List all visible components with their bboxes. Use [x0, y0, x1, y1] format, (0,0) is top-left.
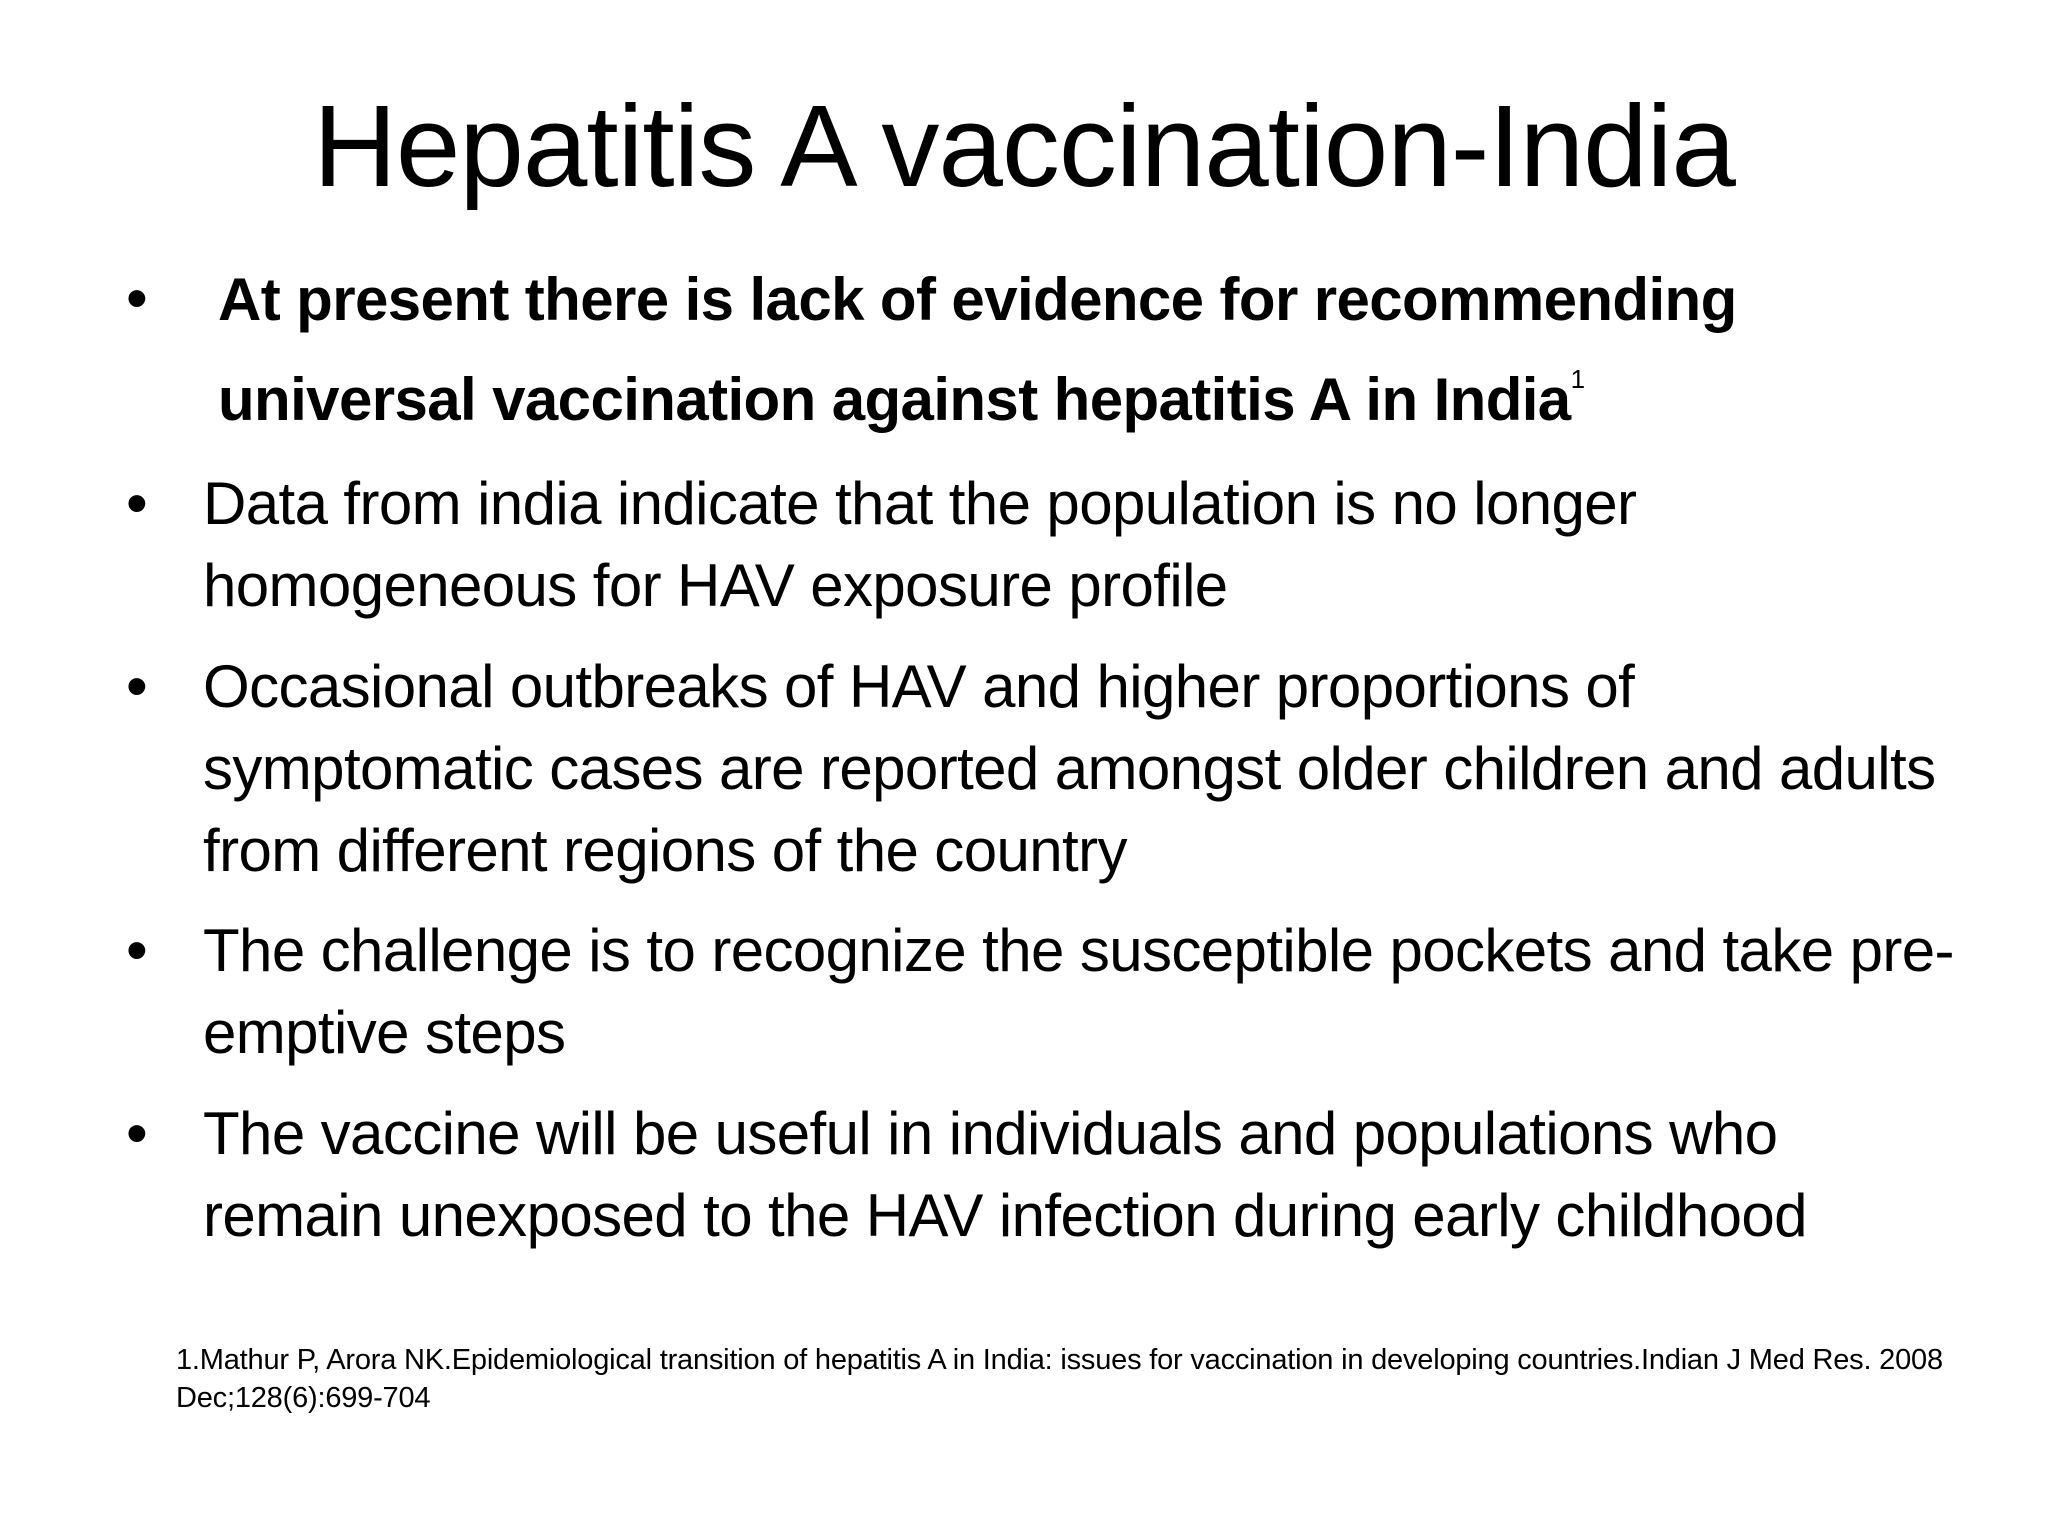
bullet-text: The vaccine will be useful in individuals and populations who remain unexposed to the HAV infection during early childhood [203, 1100, 1807, 1249]
bullet-icon: • [126, 916, 148, 985]
footnote-text: Mathur P, Arora NK.Epidemiological transition of hepatitis A in India: issues for vaccination in developing countries.Indian J Med Res. 2008 Dec;128(6):699-704 [176, 1344, 1943, 1414]
slide-title: Hepatitis A vaccination-India [313, 81, 1735, 211]
bullet-icon: • [126, 1099, 148, 1168]
bullet-text: Data from india indicate that the population is no longer homogeneous for HAV exposure profile [203, 470, 1637, 619]
bullet-icon: • [126, 264, 148, 333]
bullet-text-content: At present there is lack of evidence for recommending universal vaccination against hepatitis A in India [218, 266, 1737, 433]
bullet-icon: • [126, 469, 148, 538]
bullet-text: The challenge is to recognize the susceptible pockets and take pre-emptive steps [203, 917, 1954, 1066]
bullet-text [218, 250, 1918, 450]
reference-footnote [176, 1341, 1956, 1417]
citation-superscript: 1 [1570, 364, 1585, 394]
bullet-text: Occasional outbreaks of HAV and higher proportions of symptomatic cases are reported amongst older children and adults from different regions of the country [203, 653, 1936, 884]
footnote-number: 1. [176, 1344, 200, 1376]
bullet-icon: • [126, 652, 148, 721]
